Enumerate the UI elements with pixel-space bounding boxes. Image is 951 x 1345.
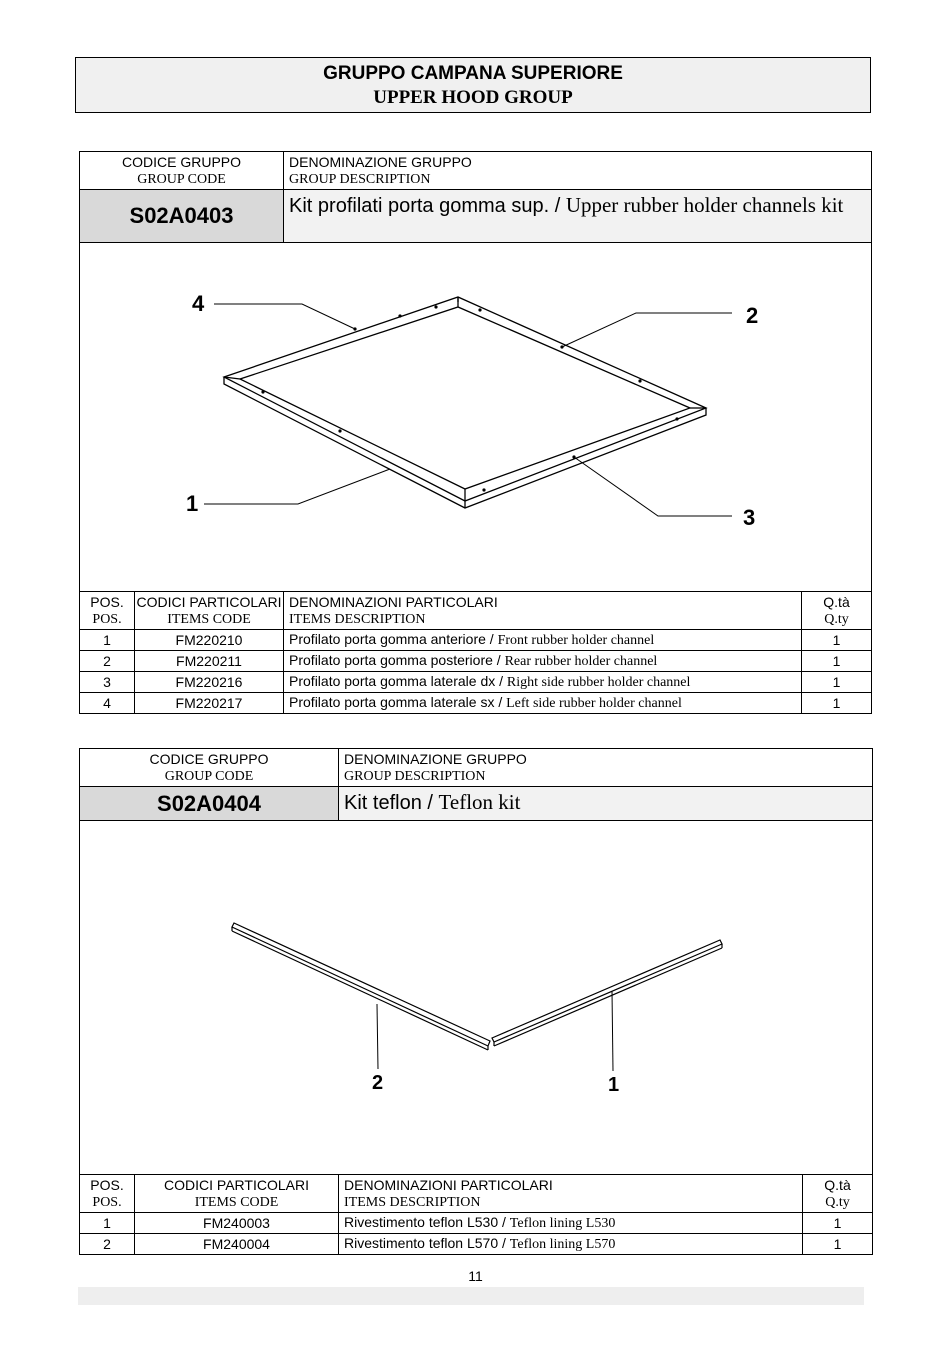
group-description-header: DENOMINAZIONE GRUPPO GROUP DESCRIPTION (339, 749, 873, 787)
group-code-header: CODICE GRUPPO GROUP CODE (80, 152, 284, 190)
group-code-header: CODICE GRUPPO GROUP CODE (80, 749, 339, 787)
callout-3: 3 (743, 505, 756, 530)
exploded-drawing (80, 821, 873, 1175)
pos-header: POS. POS. (80, 1175, 135, 1213)
table-row: 1 FM220210 Profilato porta gomma anteriore / Front rubber holder channel 1 (80, 630, 872, 651)
qty-header: Q.tà Q.ty (802, 592, 872, 630)
items-code-header: CODICI PARTICOLARI ITEMS CODE (135, 1175, 339, 1213)
group-code: S02A0404 (80, 787, 339, 821)
group-description-header: DENOMINAZIONE GRUPPO GROUP DESCRIPTION (284, 152, 872, 190)
items-description-header: DENOMINAZIONI PARTICOLARI ITEMS DESCRIPTION (339, 1175, 803, 1213)
page-title-en: UPPER HOOD GROUP (373, 87, 573, 108)
items-description-header: DENOMINAZIONI PARTICOLARI ITEMS DESCRIPTION (284, 592, 802, 630)
table-row: 2 FM240004 Rivestimento teflon L570 / Teflon lining L570 1 (80, 1234, 873, 1255)
footer-bar (78, 1287, 864, 1305)
table-row: 3 FM220216 Profilato porta gomma laterale dx / Right side rubber holder channel 1 (80, 672, 872, 693)
pos-header: POS. POS. (80, 592, 135, 630)
group-table-s02a0403 (79, 151, 872, 714)
group-description: Kit profilati porta gomma sup. / Upper rubber holder channels kit (284, 190, 872, 243)
items-code-header: CODICI PARTICOLARI ITEMS CODE (135, 592, 284, 630)
table-row: 4 FM220217 Profilato porta gomma laterale sx / Left side rubber holder channel 1 (80, 693, 872, 714)
group-table-s02a0404 (79, 748, 873, 1255)
frame-diagram (80, 243, 871, 590)
table-row: 2 FM220211 Profilato porta gomma posteriore / Rear rubber holder channel 1 (80, 651, 872, 672)
callout-2: 2 (746, 303, 759, 328)
teflon-strips-diagram (80, 821, 871, 1173)
callout-1: 1 (608, 1074, 620, 1096)
callout-4: 4 (192, 291, 205, 316)
group-description: Kit teflon / Teflon kit (339, 787, 873, 821)
table-row: 1 FM240003 Rivestimento teflon L530 / Teflon lining L530 1 (80, 1213, 873, 1234)
page-title-it: GRUPPO CAMPANA SUPERIORE (323, 63, 623, 84)
callout-1: 1 (186, 491, 199, 516)
page-number: 11 (468, 1268, 483, 1284)
exploded-drawing (80, 243, 872, 592)
group-code: S02A0403 (80, 190, 284, 243)
page-header (75, 57, 871, 113)
qty-header: Q.tà Q.ty (803, 1175, 873, 1213)
callout-2: 2 (372, 1072, 384, 1094)
